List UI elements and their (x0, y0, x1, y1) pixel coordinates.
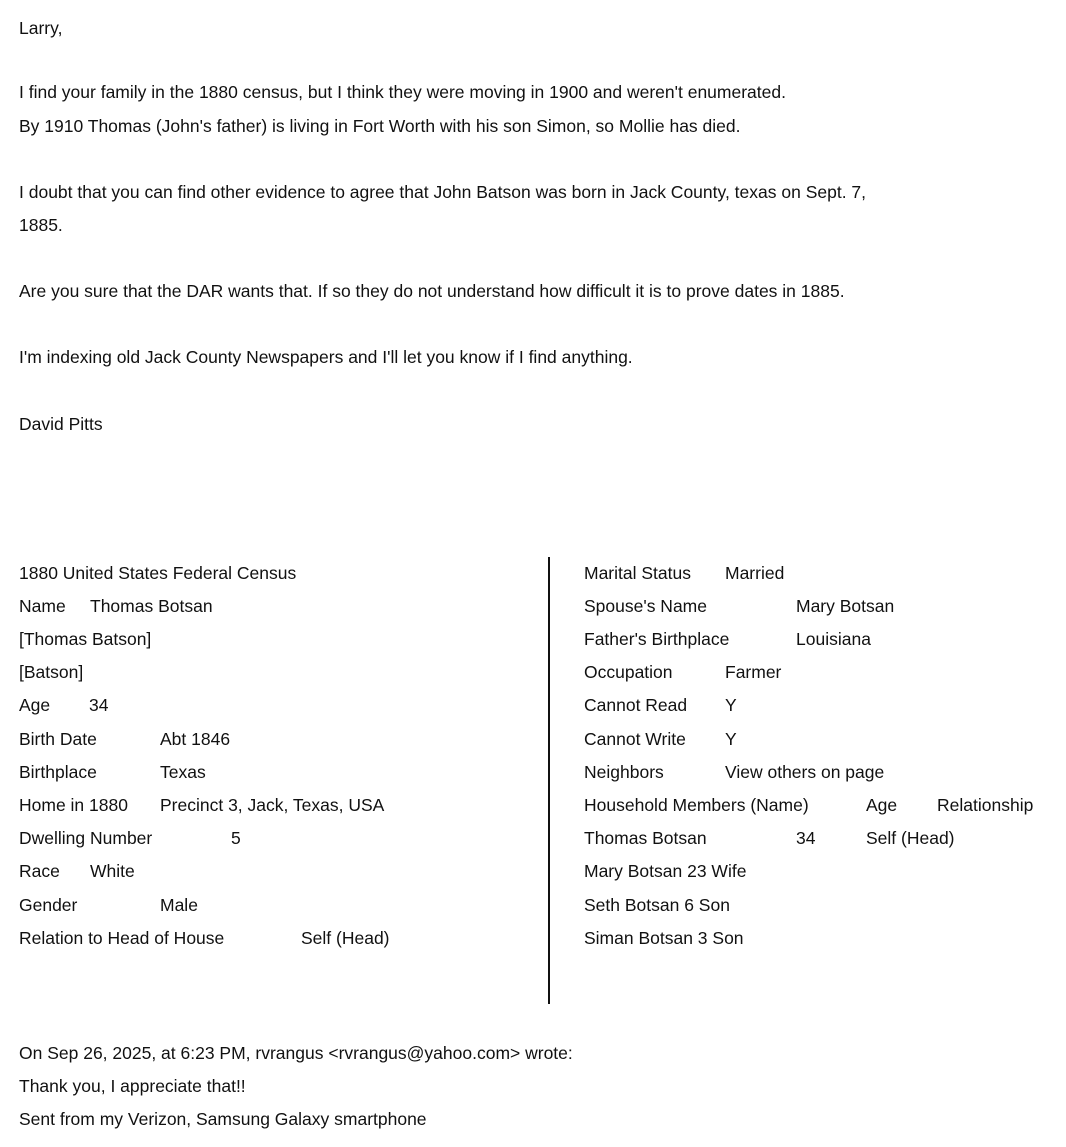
quote-body: Thank you, I appreciate that!! (19, 1076, 246, 1096)
household-member-name: Thomas Botsan (584, 828, 707, 848)
paragraph: Are you sure that the DAR wants that. If so they do not understand how difficult it is to prove dates in 1885. (19, 281, 845, 301)
field-label: Relation to Head of House (19, 928, 225, 948)
field-label: Age (19, 695, 51, 715)
field-label: Spouse's Name (584, 596, 707, 616)
field-label: Birthplace (19, 762, 97, 782)
census-title: 1880 United States Federal Census (19, 563, 297, 583)
field-value: Mary Botsan (796, 596, 895, 616)
field-label: Neighbors (584, 762, 664, 782)
field-value: Texas (160, 762, 206, 782)
paragraph: 1885. (19, 215, 63, 235)
paragraph: I find your family in the 1880 census, but I think they were moving in 1900 and weren't enumerated. (19, 82, 786, 102)
field-value: Louisiana (796, 629, 871, 649)
field-value: Farmer (725, 662, 782, 682)
field-label: Cannot Read (584, 695, 688, 715)
field-label: Name (19, 596, 66, 616)
field-value: 34 (89, 695, 109, 715)
household-member-age: 34 (796, 828, 816, 848)
paragraph: By 1910 Thomas (John's father) is living in Fort Worth with his son Simon, so Mollie has died. (19, 116, 741, 136)
household-member: Mary Botsan 23 Wife (584, 861, 747, 881)
field-value: Y (725, 695, 737, 715)
field-label: Dwelling Number (19, 828, 153, 848)
signature: David Pitts (19, 414, 103, 434)
field-value: Thomas Botsan (90, 596, 213, 616)
household-member: Siman Botsan 3 Son (584, 928, 744, 948)
quote-header: On Sep 26, 2025, at 6:23 PM, rvrangus <rvrangus@yahoo.com> wrote: (19, 1043, 573, 1063)
field-value: Married (725, 563, 785, 583)
field-label: Occupation (584, 662, 673, 682)
quote-footer: Sent from my Verizon, Samsung Galaxy smartphone (19, 1109, 427, 1129)
field-value: Abt 1846 (160, 729, 231, 749)
field-value: Male (160, 895, 198, 915)
field-value: Precinct 3, Jack, Texas, USA (160, 795, 385, 815)
paragraph: I'm indexing old Jack County Newspapers and I'll let you know if I find anything. (19, 347, 633, 367)
field-label: Marital Status (584, 563, 691, 583)
field-label: Home in 1880 (19, 795, 128, 815)
household-member: Seth Botsan 6 Son (584, 895, 730, 915)
neighbors-link: View others on page (725, 762, 885, 782)
field-value: 5 (231, 828, 241, 848)
household-header-relationship: Relationship (937, 795, 1034, 815)
household-header-age: Age (866, 795, 898, 815)
field-value: Y (725, 729, 737, 749)
paragraph: I doubt that you can find other evidence to agree that John Batson was born in Jack County, texas on Sept. 7, (19, 182, 867, 202)
household-member-relationship: Self (Head) (866, 828, 955, 848)
field-label: Cannot Write (584, 729, 686, 749)
field-value: Self (Head) (301, 928, 390, 948)
field-label: Birth Date (19, 729, 97, 749)
greeting: Larry, (19, 18, 63, 38)
column-divider (548, 557, 550, 1004)
field-label: Father's Birthplace (584, 629, 730, 649)
field-label: Gender (19, 895, 78, 915)
household-header-name: Household Members (Name) (584, 795, 809, 815)
field-label: Race (19, 861, 60, 881)
field-label: [Thomas Batson] (19, 629, 152, 649)
field-label: [Batson] (19, 662, 84, 682)
field-value: White (90, 861, 135, 881)
